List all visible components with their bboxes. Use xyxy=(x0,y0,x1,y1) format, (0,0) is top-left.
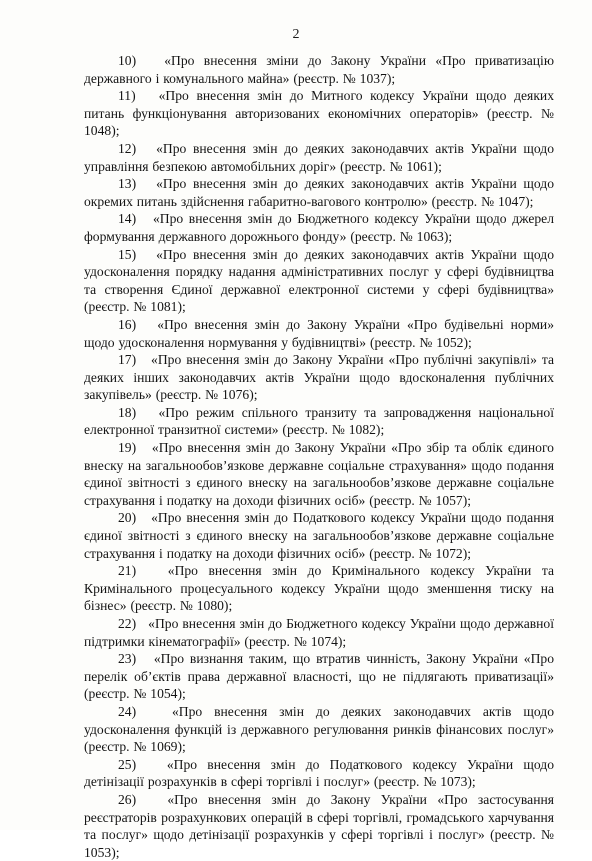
list-item xyxy=(84,439,554,509)
item-number: 25) xyxy=(118,756,137,772)
item-number: 16) xyxy=(118,316,137,332)
list-item xyxy=(84,316,554,351)
item-number: 22) xyxy=(118,616,137,631)
item-number: 11) xyxy=(118,88,136,104)
item-text: «Про визнання таким, що втратив чинність, Закону України «Про перелік об’єктів права державної власності, що не підлягають приватизації» (реєстр. № 1054); xyxy=(84,651,555,702)
list-item xyxy=(84,756,554,791)
item-text: «Про внесення змін до деяких законодавчих актів України щодо окремих питань здійснення габаритно-вагового контролю» (реєстр. № 1047); xyxy=(84,176,554,209)
item-number: 23) xyxy=(118,651,137,667)
item-text: «Про внесення змін до деяких законодавчих актів щодо удосконалення функцій із державного регулювання ринків фінансових послуг» (реєстр. № 1069); xyxy=(84,703,554,755)
list-item xyxy=(84,52,554,87)
item-text: «Про внесення зміни до Закону України «Про приватизацію державного і комунального майна» (реєстр. № 1037); xyxy=(84,53,554,86)
item-text: «Про внесення змін до Закону України «Про публічні закупівлі» та деяких інших законодавчих актів України щодо вдосконалення публічних закупівель» (реєстр. № 1076); xyxy=(84,352,554,403)
item-number: 26) xyxy=(118,791,137,807)
item-text: «Про внесення змін до Закону України «Про будівельні норми» щодо удосконалення нормування у будівництві» (реєстр. № 1052); xyxy=(84,316,554,350)
item-text: «Про внесення змін до Податкового кодексу України щодо подання єдиної звітності з єдиного внеску на загальнообов’язкове державне соціальне страхування і податку на доходи фізичних осіб» (реєстр. № 1072); xyxy=(84,510,554,561)
item-text: «Про внесення змін до Закону України «Про застосування реєстраторів розрахункових операцій в сфері торгівлі, громадського харчування та послуг» щодо детінізації розрахунків у сфері торгівлі і послуг» (реєстр. № 1053); xyxy=(84,791,554,860)
item-number: 15) xyxy=(118,246,137,262)
list-item xyxy=(84,404,554,439)
item-text: «Про внесення змін до деяких законодавчих актів України щодо управління безпекою автомобільних доріг» (реєстр. № 1061); xyxy=(84,140,554,174)
item-text: «Про внесення змін до Митного кодексу України щодо деяких питань функціонування авторизованих економічних операторів» (реєстр. № 1048); xyxy=(84,88,554,139)
item-number: 14) xyxy=(118,211,137,227)
list-item xyxy=(84,210,554,245)
item-text: «Про внесення змін до Бюджетного кодексу України щодо джерел формування державного дорожнього фонду» (реєстр. № 1063); xyxy=(84,211,554,244)
item-text: «Про внесення змін до Бюджетного кодексу України щодо державної підтримки кінематографії» (реєстр. № 1074); xyxy=(84,616,555,649)
bill-list xyxy=(84,52,554,861)
list-item xyxy=(84,87,554,140)
item-text: «Про внесення змін до Закону України «Про збір та облік єдиного внеску на загальнообов’язкове державне соціальне страхування» щодо подання єдиної звітності з єдиного внеску на загальнообов’язкове державне соціальне страхування і податку на доходи фізичних осіб» (реєстр. № 1057); xyxy=(84,440,554,508)
item-text: «Про внесення змін до Податкового кодексу України щодо детінізації розрахунків в сфері торгівлі і послуг» (реєстр. № 1073); xyxy=(84,756,554,790)
item-number: 13) xyxy=(118,176,137,192)
item-number: 17) xyxy=(118,352,137,368)
list-item xyxy=(84,562,554,615)
item-number: 21) xyxy=(118,563,137,579)
list-item xyxy=(84,246,554,316)
item-number: 10) xyxy=(118,53,137,68)
list-item xyxy=(84,650,554,703)
list-item xyxy=(84,509,554,562)
list-item xyxy=(84,791,554,861)
item-number: 19) xyxy=(118,440,137,456)
list-item xyxy=(84,351,554,404)
item-number: 12) xyxy=(118,140,137,156)
list-item xyxy=(84,140,554,175)
list-item xyxy=(84,615,554,650)
list-item xyxy=(84,703,554,756)
list-item xyxy=(84,175,554,210)
item-number: 18) xyxy=(118,404,137,420)
item-number: 24) xyxy=(118,703,137,719)
item-text: «Про внесення змін до деяких законодавчих актів України щодо удосконалення порядку надання адміністративних послуг у сфері будівництва та створення Єдиної державної електронної системи у сфері будівництва» (реєстр. № 1081); xyxy=(84,246,554,315)
item-text: «Про режим спільного транзиту та запровадження національної електронної транзитної системи» (реєстр. № 1082); xyxy=(84,404,554,438)
item-number: 20) xyxy=(118,510,137,526)
page-number: 2 xyxy=(292,27,300,42)
item-text: «Про внесення змін до Кримінального кодексу України та Кримінального процесуального кодексу України щодо зменшення тиску на бізнес» (реєстр. № 1080); xyxy=(84,563,554,614)
